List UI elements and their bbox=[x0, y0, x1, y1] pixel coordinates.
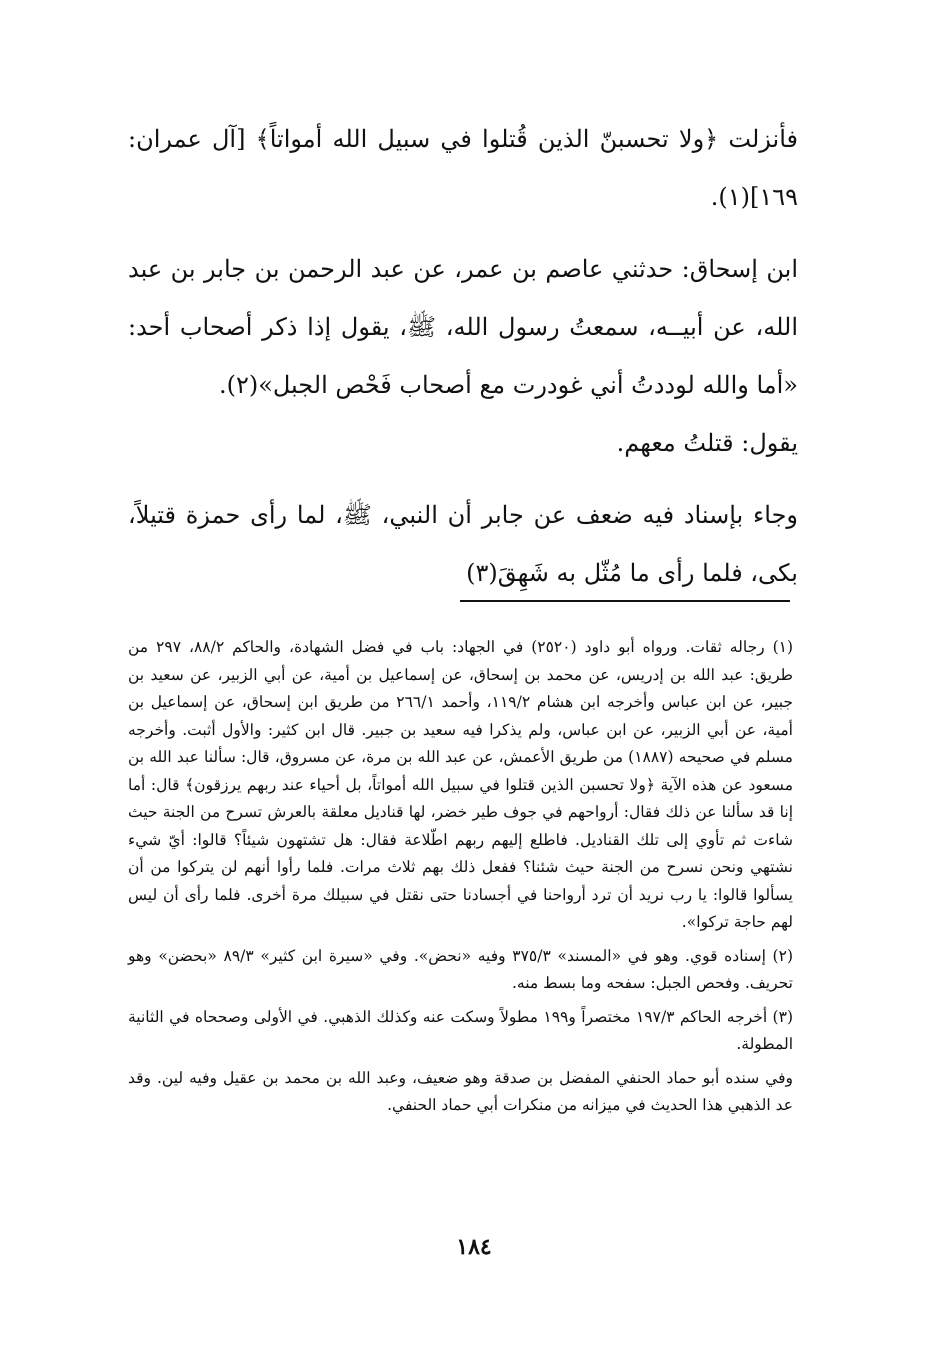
footnote: (٢) إسناده قوي. وهو في «المسند» ٣٧٥/٣ وفيه «نحض». وفي «سيرة ابن كثير» ٨٩/٣ «بحضن» وهو تحريف. وفحص الجبل: سفحه وما بسط منه. bbox=[128, 946, 793, 992]
main-text-block bbox=[128, 110, 798, 602]
footnote: (١) رجاله ثقات. ورواه أبو داود (٢٥٢٠) في الجهاد: باب في فضل الشهادة، والحاكم ٨٨/٢، ٢٩٧ من طريق: عبد الله بن إدريس، عن محمد بن إسحاق، عن إسماعيل بن أمية، عن أبي الزبير، عن سعيد بن جبير، عن ابن عباس وأخرجه ابن هشام ١١٩/٢، وأحمد ٢٦٦/١ من طريق ابن إسحاق، عن إسماعيل بن أمية، عن أبي الزبير، عن ابن عباس، ولم يذكرا فيه سعيد بن جبير. قال ابن كثير: والأول أثبت. وأخرجه مسلم في صحيحه (١٨٨٧) من طريق الأعمش، عن عبد الله بن مرة، عن مسروق، قال: سألنا عبد الله بن مسعود عن هذه الآية ﴿ولا تحسبن الذين قتلوا في سبيل الله أمواتاً، بل أحياء عند ربهم يرزقون﴾ قال: أما إنا قد سألنا عن ذلك فقال: أرواحهم في جوف طير خضر، لها قناديل معلقة بالعرش تسرح من الجنة حيث شاءت ثم تأوي إلى تلك القناديل. فاطلع إليهم ربهم اطّلاعة فقال: هل تشتهون شيئاً؟ قالوا: أيّ شيء نشتهي ونحن نسرح من الجنة حيث شئنا؟ ففعل ذلك بهم ثلاث مرات. فلما رأوا أنهم لن يتركوا من أن يسألوا قالوا: يا رب نريد أن ترد أرواحنا في أجسادنا حتى نقتل في سبيلك مرة أخرى. فلما رأى أن ليس لهم حاجة تركوا». bbox=[128, 638, 794, 931]
footnotes-block bbox=[128, 634, 793, 1120]
main-paragraph: وجاء بإسناد فيه ضعف عن جابر أن النبي، ﷺ، لما رأى حمزة قتيلاً، بكى، فلما رأى ما مُثّل به شَهِقَ(٣) bbox=[128, 501, 798, 587]
footnote: (٣) أخرجه الحاكم ١٩٧/٣ مختصراً و١٩٩ مطولاً وسكت عنه وكذلك الذهبي. في الأولى وصححاه في الثانية المطولة. bbox=[128, 1007, 793, 1053]
page-number: ١٨٤ bbox=[456, 1234, 492, 1260]
footnote: وفي سنده أبو حماد الحنفي المفضل بن صدقة وهو ضعيف، وعبد الله بن محمد بن عقيل وفيه لين. وقد عد الذهبي هذا الحديث في ميزانه من منكرات أبي حماد الحنفي. bbox=[128, 1068, 793, 1114]
main-paragraph: ابن إسحاق: حدثني عاصم بن عمر، عن عبد الرحمن بن جابر بن عبد الله، عن أبيــه، سمعتُ رسول الله، ﷺ، يقول إذا ذكر أصحاب أحد: «أما والله لوددتُ أني غودرت مع أصحاب فَحْص الجبل»(٢). bbox=[128, 255, 799, 399]
main-paragraph: فأنزلت ﴿ولا تحسبنّ الذين قُتلوا في سبيل الله أمواتاً﴾ [آل عمران: ١٦٩](١). bbox=[128, 125, 798, 211]
main-paragraph: يقول: قتلتُ معهم. bbox=[616, 429, 798, 457]
footnote-separator bbox=[460, 600, 790, 602]
